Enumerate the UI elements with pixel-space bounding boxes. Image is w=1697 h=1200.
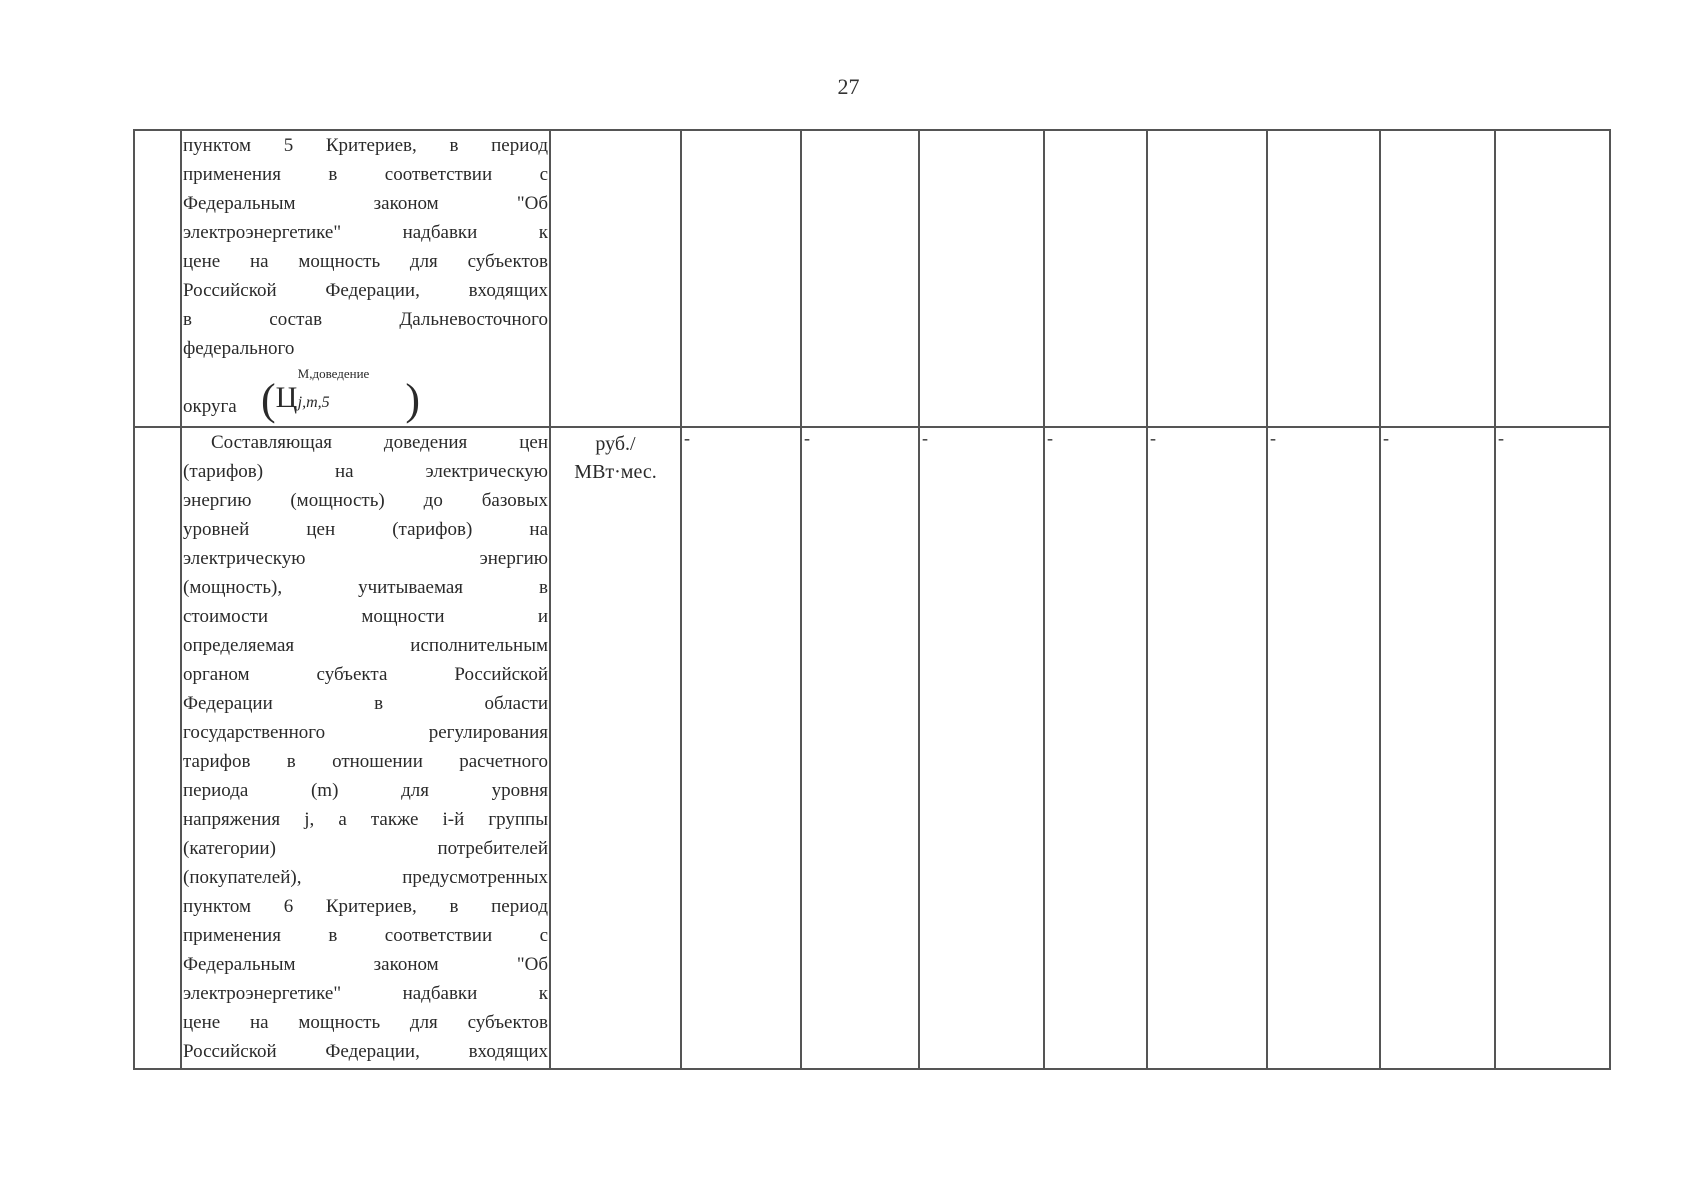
text-line: тарифов в отношении расчетного: [183, 751, 548, 772]
value-dash: -: [684, 428, 690, 448]
text-line: государственного регулирования: [183, 722, 548, 743]
value-dash: -: [1150, 428, 1156, 448]
formula-line: [183, 363, 548, 424]
text-line: Федерации в области: [183, 693, 548, 714]
value-cell: [1267, 130, 1380, 427]
text-line: в состав Дальневосточного: [183, 309, 548, 330]
value-cell: [1380, 130, 1495, 427]
text-line: (мощность), учитываемая в: [183, 577, 548, 598]
value-dash: -: [1383, 428, 1389, 448]
value-cell: [919, 427, 1044, 1069]
text-line: федерального: [183, 338, 295, 359]
row-number-cell: [134, 130, 181, 427]
value-cell: [1044, 130, 1147, 427]
text-line: цене на мощность для субъектов: [183, 1012, 548, 1033]
text-line: (категории) потребителей: [183, 838, 548, 859]
unit-label: руб./: [595, 433, 636, 455]
text-line: напряжения j, а также i-й группы: [183, 809, 548, 830]
unit-cell: [550, 427, 681, 1069]
formula: (Ц М,доведение j,m,5 ): [261, 365, 420, 424]
text-line: округа: [183, 396, 237, 417]
text-line: Федеральным законом "Об: [183, 193, 548, 214]
formula-subscript: j,m,5: [297, 393, 330, 411]
value-cell: [1044, 427, 1147, 1069]
text-line: периода (m) для уровня: [183, 780, 548, 801]
formula-base: Ц М,доведение j,m,5: [275, 365, 370, 414]
value-cell: [1380, 427, 1495, 1069]
value-dash: -: [804, 428, 810, 448]
value-dash: -: [1270, 428, 1276, 448]
value-dash: -: [922, 428, 928, 448]
value-cell: [681, 427, 801, 1069]
text-line: (тарифов) на электрическую: [183, 461, 548, 482]
text-line: применения в соответствии с: [183, 164, 548, 185]
text-line: электрическую энергию: [183, 548, 548, 569]
text-line: пунктом 6 Критериев, в период: [183, 896, 548, 917]
text-line: определяемая исполнительным: [183, 635, 548, 656]
text-line: энергию (мощность) до базовых: [183, 490, 548, 511]
text-line: пунктом 5 Критериев, в период: [183, 135, 548, 156]
tariff-table: [133, 129, 1611, 1070]
row-number-cell: [134, 427, 181, 1069]
value-dash: -: [1498, 428, 1504, 448]
value-cell: [919, 130, 1044, 427]
text-line: (покупателей), предусмотренных: [183, 867, 548, 888]
text-line: электроэнергетике" надбавки к: [183, 222, 548, 243]
page-number: 27: [837, 74, 860, 99]
text-line: Составляющая доведения цен: [211, 432, 548, 453]
value-cell: [1495, 427, 1610, 1069]
text-line: цене на мощность для субъектов: [183, 251, 548, 272]
value-cell: [801, 130, 919, 427]
text-line: Российской Федерации, входящих: [183, 280, 548, 301]
description-text: [182, 131, 549, 424]
value-dash: -: [1047, 428, 1053, 448]
table-row: [134, 130, 1610, 427]
table-row: [134, 427, 1610, 1069]
text-line: Федеральным законом "Об: [183, 954, 548, 975]
value-cell: [1147, 130, 1267, 427]
text-line: Российской Федерации, входящих: [183, 1041, 548, 1062]
text-line: электроэнергетике" надбавки к: [183, 983, 548, 1004]
value-cell: [1267, 427, 1380, 1069]
value-cell: [801, 427, 919, 1069]
value-cell: [681, 130, 801, 427]
text-line: стоимости мощности и: [183, 606, 548, 627]
unit-label: МВт·мес.: [574, 461, 657, 483]
unit-cell: [550, 130, 681, 427]
description-cell: [181, 130, 550, 427]
description-cell: [181, 427, 550, 1069]
description-text: [182, 428, 549, 1066]
value-cell: [1147, 427, 1267, 1069]
text-line: применения в соответствии с: [183, 925, 548, 946]
text-line: уровней цен (тарифов) на: [183, 519, 548, 540]
text-line: органом субъекта Российской: [183, 664, 548, 685]
formula-superscript: М,доведение: [297, 365, 370, 381]
value-cell: [1495, 130, 1610, 427]
